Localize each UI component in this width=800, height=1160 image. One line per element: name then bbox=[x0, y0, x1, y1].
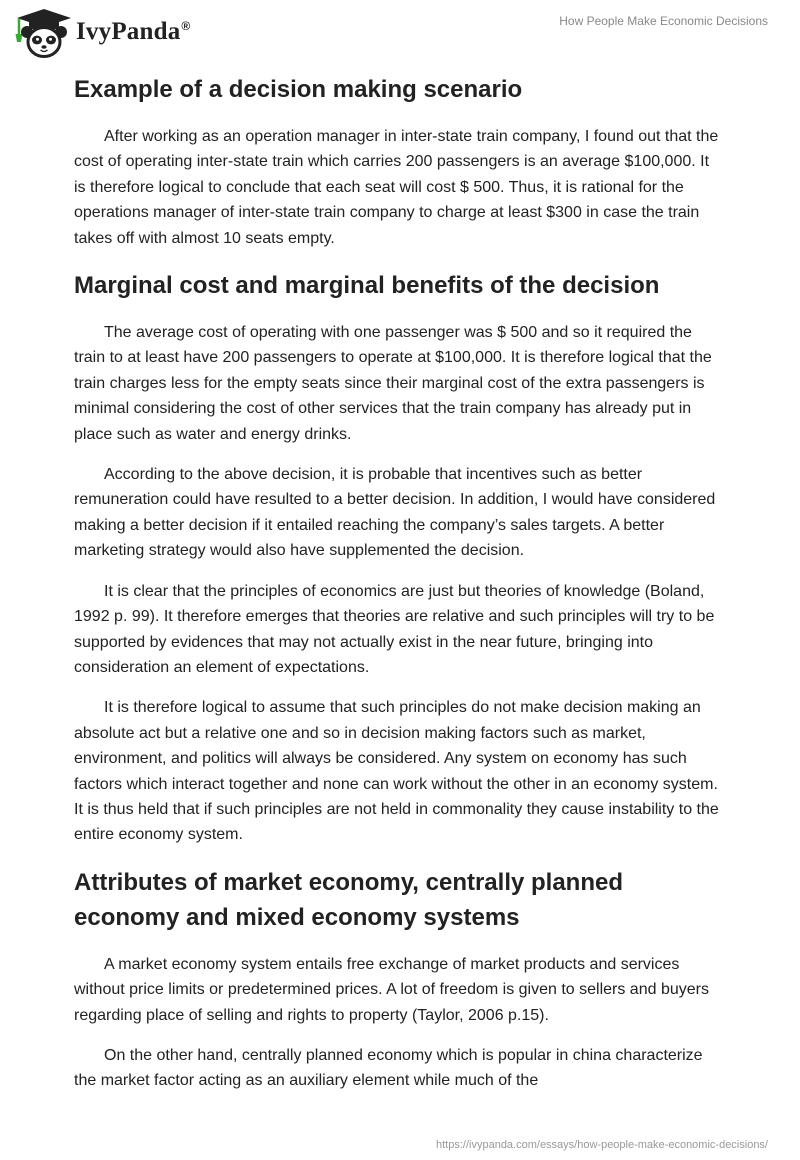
document-title: How People Make Economic Decisions bbox=[559, 14, 768, 28]
essay-content bbox=[74, 70, 722, 1094]
paragraph: It is clear that the principles of economics are just but theories of knowledge (Boland, 1992 p. 99). It therefore emerges that theories are relative and such principles will try to be supported by evidences that may not actually exist in the near future, bringing into consideration an element of expectations. bbox=[74, 582, 715, 676]
source-url-link[interactable]: https://ivypanda.com/essays/how-people-make-economic-decisions/ bbox=[436, 1139, 768, 1151]
paragraph: On the other hand, centrally planned economy which is popular in china characterize the market factor acting as an auxiliary element while much of the bbox=[74, 1046, 703, 1090]
brand-logo[interactable] bbox=[14, 8, 190, 60]
paragraph: After working as an operation manager in inter-state train company, I found out that the cost of operating inter-state train which carries 200 passengers is an average $100,000. It is therefore logical to conclude that each seat will cost $ 500. Thus, it is rational for the operations manager of inter-state train company to charge at least $300 in case the train takes off with almost 10 seats empty. bbox=[74, 128, 719, 247]
section-heading: Marginal cost and marginal benefits of the decision bbox=[74, 272, 660, 300]
brand-registered-mark: ® bbox=[181, 18, 191, 33]
panda-graduate-icon bbox=[14, 8, 74, 60]
page-header bbox=[0, 0, 800, 70]
section-heading: Example of a decision making scenario bbox=[74, 76, 523, 103]
brand-name bbox=[76, 18, 190, 46]
paragraph: According to the above decision, it is probable that incentives such as better remuneration could have resulted to a better decision. In addition, I would have considered making a better decision if it entailed reaching the company’s sales targets. A better marketing strategy would also have supplemented the decision. bbox=[74, 466, 716, 560]
paragraph: The average cost of operating with one passenger was $ 500 and so it required the train to at least have 200 passengers to operate at $100,000. It is therefore logical that the train charges less for the empty seats since their marginal cost of the extra passengers is minimal considering the cost of other services that the train company has already put in place such as water and energy drinks. bbox=[74, 324, 712, 443]
paragraph: A market economy system entails free exchange of market products and services without price limits or predetermined prices. A lot of freedom is given to sellers and buyers regarding place of selling and rights to property (Taylor, 2006 p.15). bbox=[74, 955, 709, 1024]
section-heading: Attributes of market economy, centrally planned economy and mixed economy systems bbox=[74, 868, 624, 931]
paragraph: It is therefore logical to assume that such principles do not make decision making an absolute act but a relative one and so in decision making factors such as market, environment, and politics will always be considered. Any system on economy has such factors which interact together and none can work without the other in an economy system. It is thus held that if such principles are not held in commonality they cause instability to the entire economy system. bbox=[74, 699, 719, 844]
brand-name-text: IvyPanda bbox=[76, 18, 181, 45]
